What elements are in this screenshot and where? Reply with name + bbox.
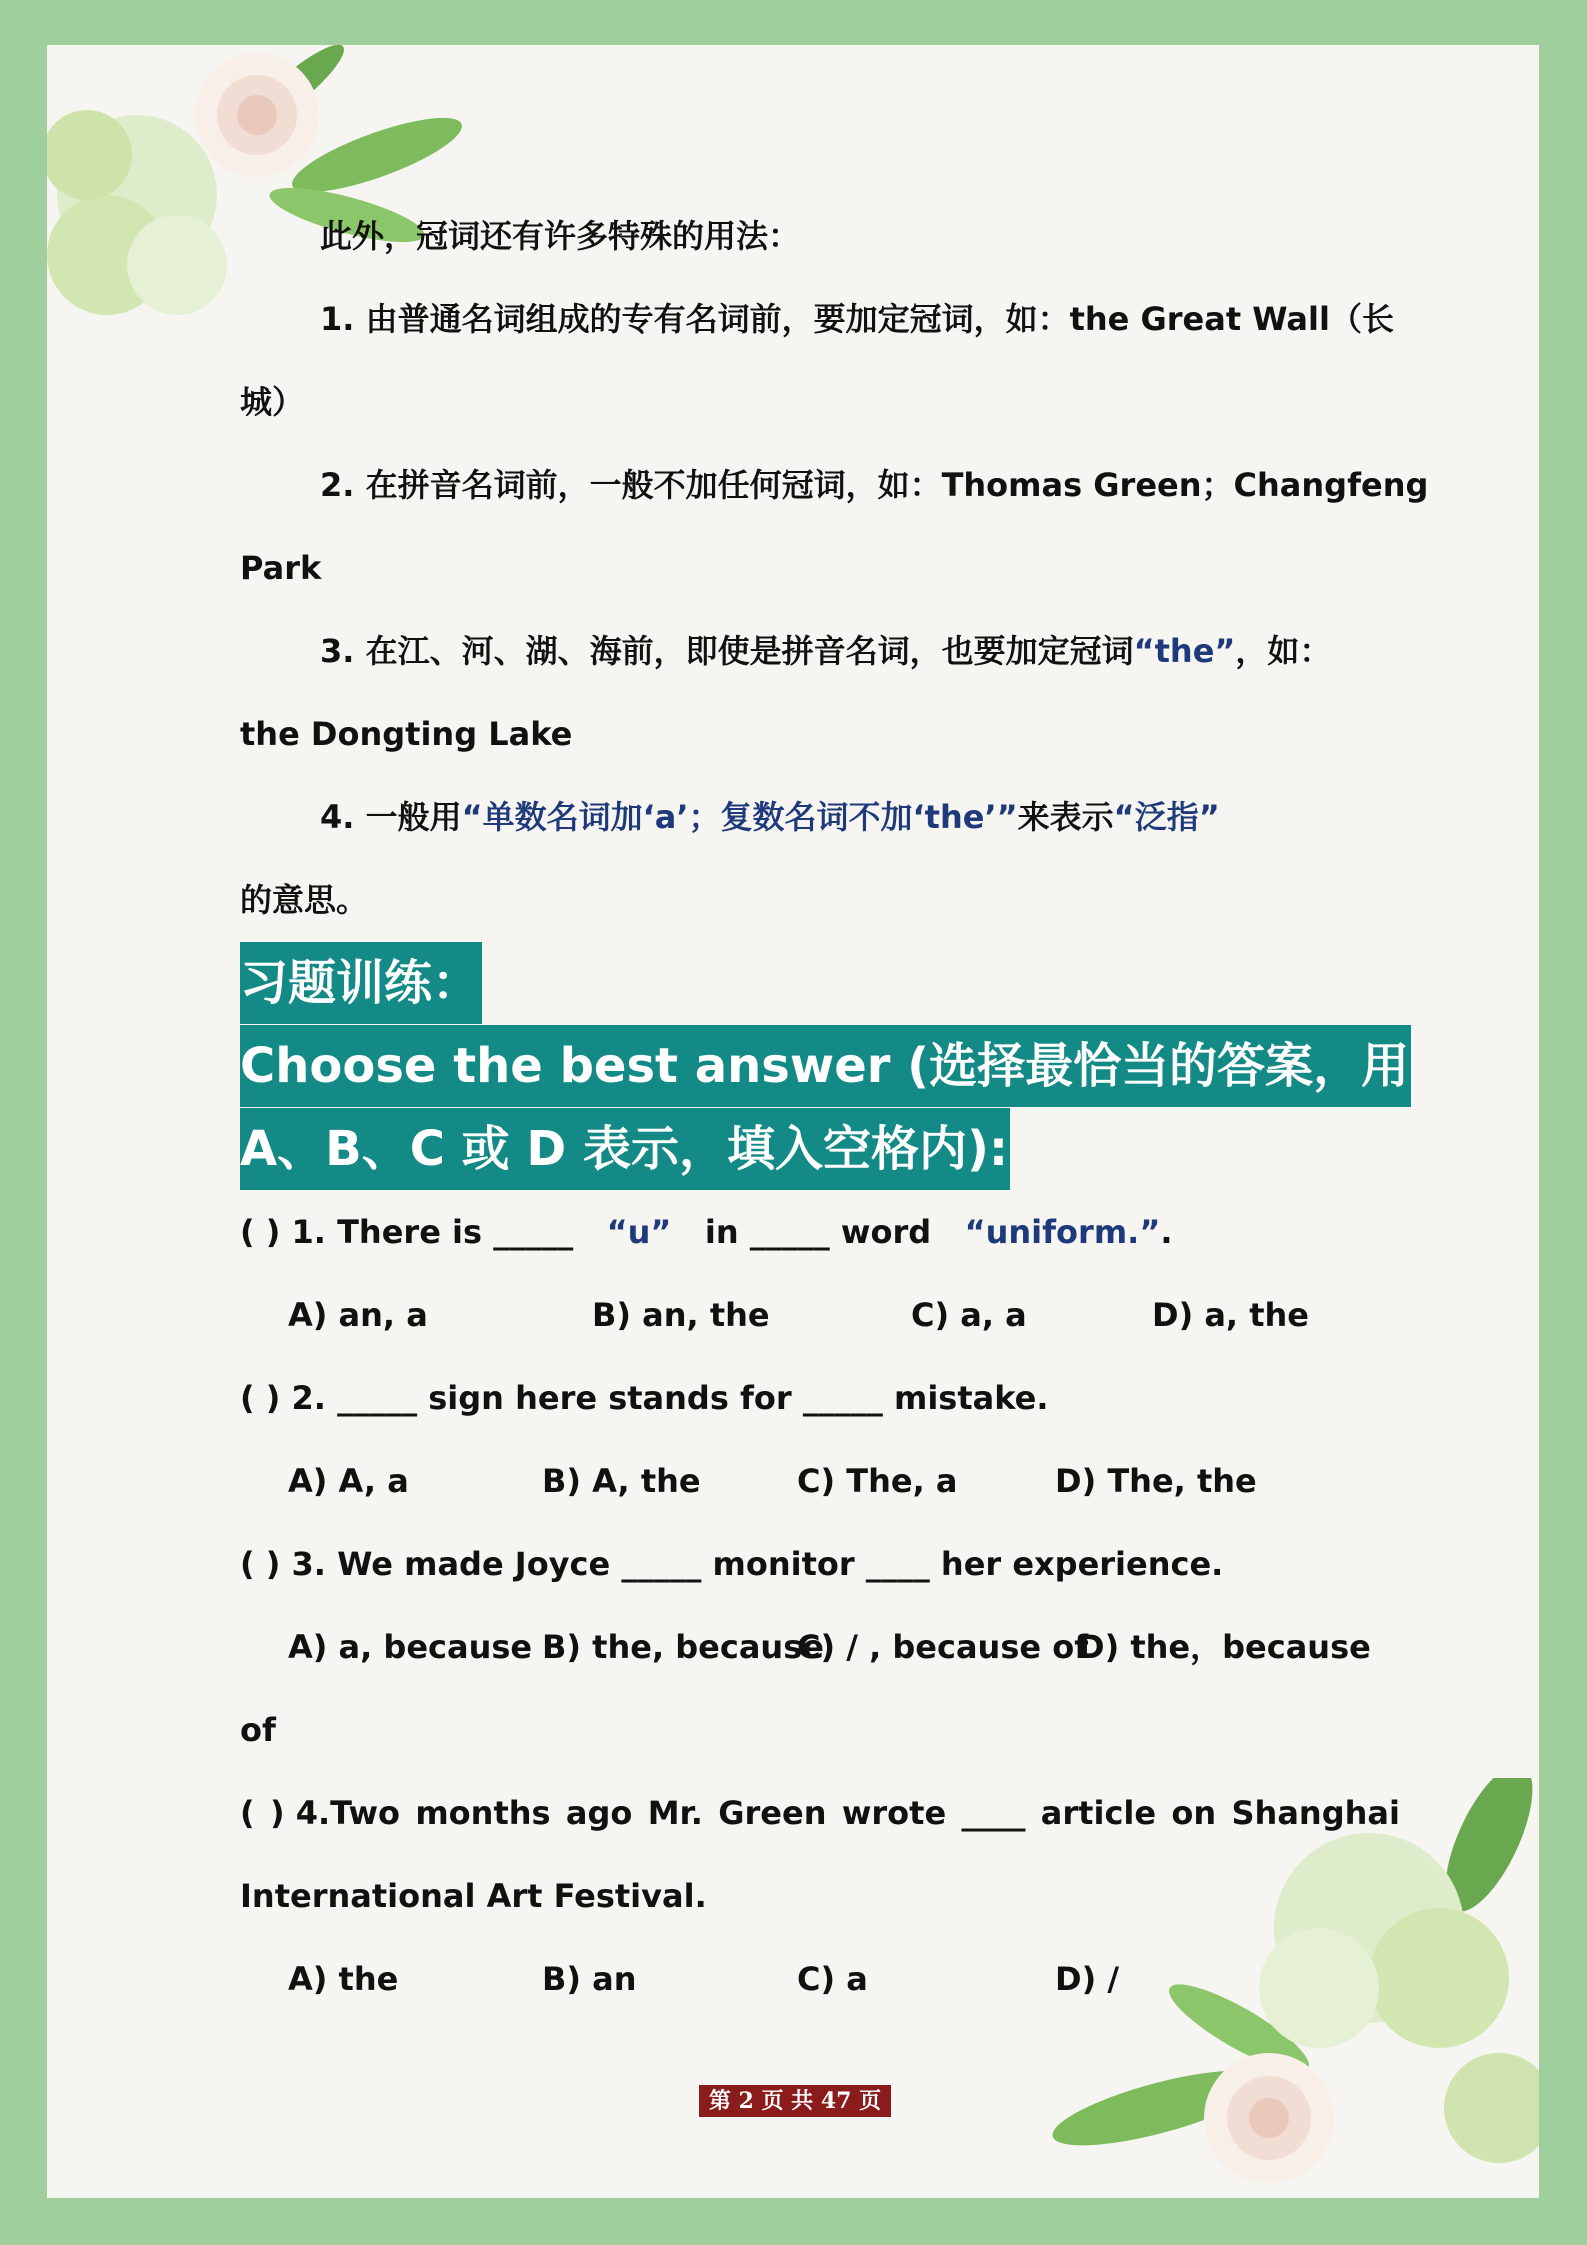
rule-4-line-2: 的意思。 [240,881,369,919]
question-2-option-d: D) The, the [1055,1462,1257,1500]
question-4-stem-line-2: International Art Festival. [240,1877,707,1915]
rule-3-text-a: 3. 在江、河、湖、海前，即使是拼音名词，也要加定冠词 [320,632,1134,670]
rule-4-highlight-1: “单数名词加‘a’；复数名词不加‘the’” [461,798,1018,836]
rule-2-line-2: Park [240,549,322,587]
question-1-option-d: D) a, the [1152,1296,1309,1334]
question-1-quote-u: “u” [606,1213,672,1251]
rule-4-text-c: 来表示 [1017,798,1114,836]
question-3-option-a: A) a, because [288,1628,533,1666]
question-1-text-c: in _____ word [704,1213,932,1251]
question-4-word: on [1171,1794,1217,1832]
question-4-word: ) 4.Two [269,1794,400,1832]
question-1-option-b: B) an, the [592,1296,770,1334]
exercise-heading-line-3: A、B、C 或 D 表示，填入空格内): [240,1108,1010,1190]
rule-3-line-1 [320,629,1331,673]
question-2-option-b: B) A, the [542,1462,701,1500]
rule-3-line-2: the Dongting Lake [240,715,573,753]
rule-3-highlight: “the” [1133,632,1236,670]
page-number-badge: 第 2 页 共 47 页 [699,2085,891,2117]
exercise-heading-line-2: Choose the best answer (选择最恰当的答案，用 [240,1025,1411,1107]
question-4-word: Shanghai [1231,1794,1400,1832]
exercise-heading-line-1: 习题训练： [240,942,482,1024]
question-4-word: months [415,1794,551,1832]
question-4-option-c: C) a [797,1960,868,1998]
question-3-wrap: of [240,1711,276,1749]
question-4-stem [240,1791,1400,1835]
rule-1-line-2: 城） [240,383,305,421]
question-1-period: . [1160,1213,1173,1251]
question-4-option-b: B) an [542,1960,637,1998]
question-4-word: article [1040,1794,1157,1832]
rule-4-highlight-2: “泛指” [1113,798,1220,836]
question-4-blank: ____ [961,1794,1026,1832]
question-4-word: ( [240,1794,255,1832]
question-3-option-d: D) the，because [1078,1628,1371,1666]
question-2-stem: ( ) 2. _____ sign here stands for _____ mistake. [240,1379,1049,1417]
question-1-option-c: C) a, a [911,1296,1027,1334]
rule-1-line-1: 1. 由普通名词组成的专有名词前，要加定冠词，如：the Great Wall（长 [320,300,1394,338]
intro-text: 此外，冠词还有许多特殊的用法： [320,217,801,255]
question-3-option-c: C) / , because of [797,1628,1089,1666]
question-4-word: ago [565,1794,633,1832]
question-2-option-a: A) A, a [288,1462,409,1500]
rule-2-line-1: 2. 在拼音名词前，一般不加任何冠词，如：Thomas Green；Changfeng [320,466,1429,504]
question-3-stem: ( ) 3. We made Joyce _____ monitor ____ her experience. [240,1545,1224,1583]
question-1-quote-uniform: “uniform.” [964,1213,1161,1251]
document-page [47,45,1539,2198]
rule-3-text-c: ，如： [1235,632,1332,670]
question-4-word: Mr. [647,1794,703,1832]
rule-4-text-a: 4. 一般用 [320,798,462,836]
question-1-text-a: ( ) 1. There is _____ [240,1213,574,1251]
question-4-word: wrote [841,1794,947,1832]
question-3-option-b: B) the, because [542,1628,824,1666]
question-1-stem [240,1210,1173,1254]
question-2-option-c: C) The, a [797,1462,958,1500]
question-4-option-d: D) / [1055,1960,1120,1998]
question-1-option-a: A) an, a [288,1296,428,1334]
question-4-word: Green [718,1794,827,1832]
question-4-option-a: A) the [288,1960,399,1998]
rule-4-line-1 [320,795,1220,839]
